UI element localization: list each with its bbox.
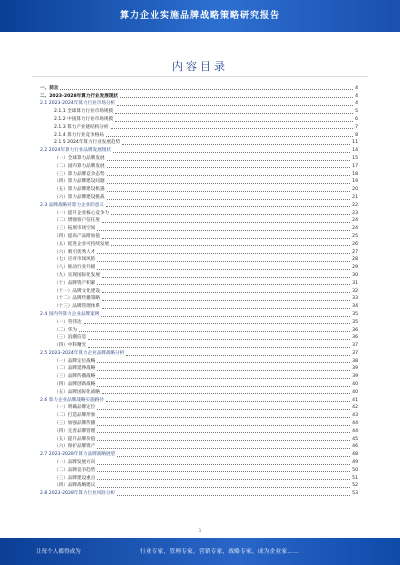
- toc-leader-dots: [101, 316, 350, 317]
- toc-leader-dots: [117, 495, 350, 496]
- toc-entry-label: （六）保护品牌资产: [54, 444, 96, 450]
- toc-leader-dots: [120, 97, 353, 98]
- toc-leader-dots: [122, 144, 350, 145]
- toc-entry[interactable]: [40, 170, 358, 178]
- toc-leader-dots: [97, 425, 350, 426]
- toc-leader-dots: [102, 292, 350, 293]
- toc-entry-page: 15: [352, 155, 358, 161]
- toc-entry-page: 41: [352, 397, 358, 403]
- toc-entry-page: 30: [352, 272, 358, 278]
- toc-entry[interactable]: [40, 256, 358, 264]
- toc-entry[interactable]: [40, 217, 358, 225]
- toc-entry[interactable]: [40, 107, 358, 115]
- toc-entry[interactable]: [40, 271, 358, 279]
- toc-entry-page: 23: [352, 210, 358, 216]
- toc-entry-page: 18: [352, 171, 358, 177]
- toc-entry[interactable]: [40, 185, 358, 193]
- toc-entry-label: （二）增强客户信任度: [54, 218, 100, 224]
- toc-entry-page: 22: [352, 202, 358, 208]
- toc-entry-page: 14: [352, 148, 358, 154]
- toc-leader-dots: [97, 448, 350, 449]
- toc-entry[interactable]: [40, 404, 358, 412]
- toc-entry[interactable]: [40, 123, 358, 131]
- toc-leader-dots: [97, 440, 350, 441]
- toc-entry[interactable]: [40, 318, 358, 326]
- toc-entry-label: 一、前言: [40, 85, 59, 91]
- toc-entry-label: 2.1 2023-2024年算力行业市场分析: [40, 101, 116, 107]
- toc-entry-label: （四）完善品牌管理: [54, 428, 96, 434]
- toc-entry-label: （二）国内算力品牌发展: [54, 163, 105, 169]
- toc-entry-page: 20: [352, 187, 358, 193]
- toc-leader-dots: [107, 183, 351, 184]
- toc-leader-dots: [126, 355, 350, 356]
- toc-entry-label: 2.3 品牌战略对算力企业的意义: [40, 202, 104, 208]
- toc-entry[interactable]: [40, 295, 358, 303]
- toc-entry-label: 二、2023-2028年算力行业发展现状: [40, 93, 119, 99]
- toc-entry-label: （十）品牌资产积累: [54, 280, 96, 286]
- toc-leader-dots: [88, 347, 350, 348]
- toc-entry-label: （三）加强品牌传播: [54, 421, 96, 427]
- toc-leader-dots: [102, 238, 350, 239]
- toc-entry-page: 35: [352, 311, 358, 317]
- toc-entry[interactable]: [40, 162, 358, 170]
- toc-entry[interactable]: [40, 209, 358, 217]
- toc-heading-divider: [32, 76, 368, 77]
- toc-entry[interactable]: [40, 100, 358, 108]
- toc-leader-dots: [107, 167, 351, 168]
- toc-entry-page: 28: [352, 257, 358, 263]
- toc-leader-dots: [79, 331, 350, 332]
- toc-entry-page: 34: [352, 304, 358, 310]
- toc-entry-page: 26: [352, 241, 358, 247]
- footer-bar: [0, 538, 400, 565]
- toc-entry-label: （十一）品牌文化建设: [54, 288, 100, 294]
- toc-leader-dots: [60, 89, 353, 90]
- toc-entry-label: 2.1.4 算力行业竞争格局: [54, 132, 104, 138]
- toc-entry-label: （一）提升企业核心竞争力: [54, 210, 110, 216]
- toc-entry-label: （一）品牌发展方向: [54, 460, 96, 466]
- toc-entry-label: （一）明确品牌定位: [54, 405, 96, 411]
- toc-entry-page: 29: [352, 265, 358, 271]
- toc-leader-dots: [111, 245, 350, 246]
- toc-entry[interactable]: [40, 201, 358, 209]
- toc-entry-page: 50: [352, 467, 358, 473]
- toc-leader-dots: [97, 487, 350, 488]
- toc-entry[interactable]: [40, 396, 358, 404]
- toc-leader-dots: [102, 277, 350, 278]
- toc-entry-page: 38: [352, 358, 358, 364]
- footer-left-text: 让每个人都得成为: [36, 549, 81, 555]
- toc-entry-label: （三）算力品牌竞争态势: [54, 171, 105, 177]
- toc-entry-page: 48: [352, 452, 358, 458]
- toc-entry-page: 52: [352, 483, 358, 489]
- toc-leader-dots: [102, 300, 350, 301]
- toc-leader-dots: [97, 378, 350, 379]
- toc-entry[interactable]: [40, 334, 358, 342]
- toc-heading: 内容目录: [172, 60, 228, 73]
- toc-entry-label: （三）品牌传播战略: [54, 374, 96, 380]
- toc-entry-page: 32: [352, 288, 358, 294]
- toc-entry-page: 11: [352, 140, 358, 146]
- toc-leader-dots: [97, 464, 350, 465]
- toc-leader-dots: [97, 386, 350, 387]
- toc-leader-dots: [97, 479, 350, 480]
- toc-entry-label: （四）品牌战略建议: [54, 483, 96, 489]
- toc-entry[interactable]: [40, 193, 358, 201]
- toc-entry-page: 44: [352, 428, 358, 434]
- toc-entry-label: 2.1.1 全球算力行业市场规模: [54, 109, 114, 115]
- toc-leader-dots: [97, 370, 350, 371]
- toc-leader-dots: [115, 113, 353, 114]
- toc-entry-page: 24: [352, 218, 358, 224]
- toc-entry-label: （一）英伟达: [54, 319, 82, 325]
- toc-leader-dots: [97, 284, 350, 285]
- toc-entry-label: （二）华为: [54, 327, 77, 333]
- toc-entry-page: 49: [352, 460, 358, 466]
- toc-entry-label: （二）品牌竞争趋势: [54, 467, 96, 473]
- toc-leader-dots: [106, 401, 350, 402]
- page-number: 1: [198, 528, 202, 533]
- toc-entry-page: 21: [352, 194, 358, 200]
- toc-leader-dots: [97, 261, 350, 262]
- toc-entry-label: （三）浪潮信息: [54, 335, 87, 341]
- toc-entry[interactable]: [40, 458, 358, 466]
- toc-entry-page: 40: [352, 389, 358, 395]
- toc-entry-page: 31: [352, 280, 358, 286]
- toc-entry[interactable]: [40, 287, 358, 295]
- toc-entry-page: 39: [352, 374, 358, 380]
- toc-entry-label: 2.1.5 2024年算力行业发展趋势: [54, 140, 121, 146]
- toc-entry-page: 53: [352, 491, 358, 497]
- toc-entry[interactable]: [40, 489, 358, 497]
- toc-leader-dots: [106, 136, 353, 137]
- toc-entry[interactable]: [40, 146, 358, 154]
- toc-leader-dots: [97, 230, 350, 231]
- toc-entry[interactable]: [40, 224, 358, 232]
- toc-entry[interactable]: [40, 357, 358, 365]
- toc-entry-label: （四）算力品牌建设问题: [54, 179, 105, 185]
- toc-leader-dots: [107, 191, 351, 192]
- toc-leader-dots: [102, 222, 350, 223]
- toc-entry-label: （五）品牌国际化战略: [54, 389, 100, 395]
- toc-entry-page: 45: [352, 436, 358, 442]
- toc-entry[interactable]: [40, 240, 358, 248]
- toc-entry-label: （六）算力品牌建设挑战: [54, 194, 105, 200]
- toc-leader-dots: [102, 308, 350, 309]
- toc-leader-dots: [107, 160, 351, 161]
- toc-entry[interactable]: [40, 139, 358, 147]
- toc-leader-dots: [115, 121, 353, 122]
- toc-entry[interactable]: [40, 131, 358, 139]
- toc-entry[interactable]: [40, 263, 358, 271]
- toc-entry-label: （五）算力品牌建设机遇: [54, 187, 105, 193]
- toc-leader-dots: [97, 362, 350, 363]
- toc-entry-page: 51: [352, 475, 358, 481]
- toc-leader-dots: [97, 409, 350, 410]
- toc-entry[interactable]: [40, 388, 358, 396]
- footer-right-text: 行业专家，管理专家，营销专家，战略专家，成为企业家……: [140, 549, 300, 555]
- toc-entry-page: 36: [352, 335, 358, 341]
- toc-entry-page: 17: [352, 163, 358, 169]
- toc-leader-dots: [84, 323, 351, 324]
- table-of-contents: [40, 84, 358, 497]
- toc-leader-dots: [97, 471, 350, 472]
- toc-leader-dots: [111, 214, 350, 215]
- toc-entry-page: 19: [352, 179, 358, 185]
- toc-entry[interactable]: [40, 411, 358, 419]
- toc-entry-label: 2.4 国内外算力企业品牌案例: [40, 311, 100, 317]
- toc-entry-label: 2.8 2023-2028年算力行业风险分析: [40, 491, 116, 497]
- toc-entry-label: 2.7 2023-2028年算力品牌战略展望: [40, 452, 116, 458]
- toc-entry-page: 37: [352, 350, 358, 356]
- toc-entry[interactable]: [40, 279, 358, 287]
- toc-entry-page: 6: [355, 116, 358, 122]
- header-bar: [0, 0, 400, 32]
- toc-entry[interactable]: [40, 341, 358, 349]
- toc-entry[interactable]: [40, 466, 358, 474]
- toc-entry[interactable]: [40, 154, 358, 162]
- toc-leader-dots: [97, 417, 350, 418]
- toc-entry-label: （二）打造品牌形象: [54, 413, 96, 419]
- toc-entry-page: 35: [352, 319, 358, 325]
- toc-entry-page: 46: [352, 444, 358, 450]
- toc-entry-label: （一）全球算力品牌发展: [54, 155, 105, 161]
- toc-entry-label: （二）品牌延伸战略: [54, 366, 96, 372]
- toc-entry-page: 33: [352, 296, 358, 302]
- toc-entry-page: 4: [355, 85, 358, 91]
- toc-entry-page: 44: [352, 421, 358, 427]
- toc-entry[interactable]: [40, 232, 358, 240]
- toc-entry[interactable]: [40, 349, 358, 357]
- toc-entry-page: 27: [352, 249, 358, 255]
- report-title: 算力企业实施品牌战略策略研究报告: [119, 11, 280, 21]
- toc-entry[interactable]: [40, 310, 358, 318]
- toc-leader-dots: [102, 393, 350, 394]
- toc-entry-label: （四）中科曙光: [54, 343, 87, 349]
- toc-entry-label: （三）拓展市场空间: [54, 226, 96, 232]
- toc-leader-dots: [113, 152, 350, 153]
- toc-entry-label: （十二）品牌传播策略: [54, 296, 100, 302]
- toc-entry-page: 37: [352, 343, 358, 349]
- toc-entry-page: 7: [355, 124, 358, 130]
- toc-entry[interactable]: [40, 115, 358, 123]
- toc-leader-dots: [97, 253, 350, 254]
- toc-entry[interactable]: [40, 302, 358, 310]
- toc-leader-dots: [107, 175, 351, 176]
- toc-entry-label: （四）提高产品附加值: [54, 233, 100, 239]
- toc-entry-label: （三）品牌建设重点: [54, 475, 96, 481]
- toc-entry-label: （八）推动行业升级: [54, 265, 96, 271]
- toc-entry-label: 2.1.2 中国算力行业市场规模: [54, 116, 114, 122]
- toc-entry[interactable]: [40, 482, 358, 490]
- toc-entry-label: （六）吸引优秀人才: [54, 249, 96, 255]
- toc-entry-page: 43: [352, 413, 358, 419]
- toc-entry[interactable]: [40, 474, 358, 482]
- toc-leader-dots: [88, 339, 350, 340]
- toc-entry-page: 4: [355, 93, 358, 99]
- toc-entry[interactable]: [40, 443, 358, 451]
- toc-entry-label: 2.2 2024年算力行业品牌发展现状: [40, 148, 111, 154]
- toc-entry[interactable]: [40, 380, 358, 388]
- toc-entry-label: （十三）品牌管理体系: [54, 304, 100, 310]
- toc-entry-page: 36: [352, 327, 358, 333]
- toc-entry-label: 2.1.3 算力产业链结构分析: [54, 124, 109, 130]
- toc-entry[interactable]: [40, 435, 358, 443]
- toc-entry[interactable]: [40, 419, 358, 427]
- toc-entry-label: （五）提升品牌价值: [54, 436, 96, 442]
- toc-entry[interactable]: [40, 248, 358, 256]
- toc-leader-dots: [117, 105, 353, 106]
- toc-entry-label: 2.5 2023-2024年算力企业品牌战略分析: [40, 350, 125, 356]
- toc-entry-label: （四）品牌创新战略: [54, 382, 96, 388]
- toc-entry[interactable]: [40, 92, 358, 100]
- toc-entry-page: 24: [352, 226, 358, 232]
- toc-entry-label: （七）应对市场风险: [54, 257, 96, 263]
- toc-leader-dots: [97, 269, 350, 270]
- toc-entry-page: 39: [352, 366, 358, 372]
- toc-entry-page: 25: [352, 233, 358, 239]
- toc-entry[interactable]: [40, 450, 358, 458]
- toc-entry-page: 8: [355, 132, 358, 138]
- toc-entry[interactable]: [40, 178, 358, 186]
- toc-entry-page: 5: [355, 109, 358, 115]
- toc-leader-dots: [97, 432, 350, 433]
- toc-leader-dots: [117, 456, 350, 457]
- toc-leader-dots: [107, 199, 351, 200]
- toc-entry[interactable]: [40, 326, 358, 334]
- toc-entry-page: 40: [352, 382, 358, 388]
- toc-entry-label: （五）促进企业可持续发展: [54, 241, 110, 247]
- toc-entry-page: 4: [355, 101, 358, 107]
- toc-leader-dots: [111, 128, 354, 129]
- toc-entry-label: （九）实现国际化发展: [54, 272, 100, 278]
- toc-entry-page: 42: [352, 405, 358, 411]
- toc-entry[interactable]: [40, 427, 358, 435]
- toc-entry[interactable]: [40, 84, 358, 92]
- toc-entry-label: （一）品牌定位战略: [54, 358, 96, 364]
- toc-entry[interactable]: [40, 372, 358, 380]
- toc-leader-dots: [106, 206, 350, 207]
- toc-entry[interactable]: [40, 365, 358, 373]
- toc-entry-label: 2.6 算力企业品牌战略实施路径: [40, 397, 104, 403]
